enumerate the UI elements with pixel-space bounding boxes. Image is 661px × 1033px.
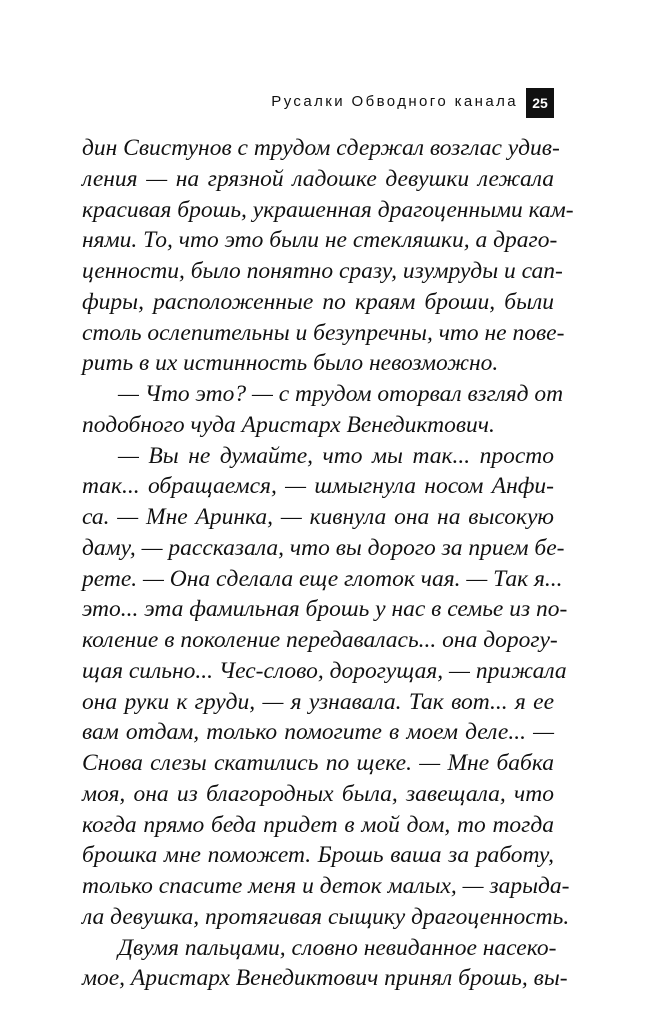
text-line: фиры, расположенные по краям броши, были — [82, 288, 554, 315]
running-title: Русалки Обводного канала — [271, 93, 518, 110]
text-line: она руки к груди, — я узнавала. Так вот... я ее — [82, 688, 554, 715]
text-line: Снова слезы скатились по щеке. — Мне бабка — [82, 750, 554, 776]
text-line: са. — Мне Аринка, — кивнула она на высокую — [82, 504, 554, 530]
text-line: это... эта фамильная брошь у нас в семье из по- — [82, 596, 568, 623]
text-line: столь ослепительны и безупречны, что не пове- — [82, 319, 565, 346]
text-line: — Что это? — с трудом оторвал взгляд от — [118, 381, 564, 407]
text-line: даму, — рассказала, что вы дорого за прием бе- — [82, 534, 565, 561]
text-line: красивая брошь, украшенная драгоценными кам- — [82, 196, 574, 223]
text-line: — Вы не думайте, что мы так... просто — [118, 442, 554, 469]
text-line: Двумя пальцами, словно невиданное насеко- — [118, 934, 557, 961]
text-line: нями. То, что это были не стекляшки, а драго- — [82, 227, 558, 254]
text-line: только спасите меня и деток малых, — зарыда- — [82, 873, 570, 899]
text-line: подобного чуда Аристарх Венедиктович. — [82, 411, 495, 438]
text-line: рить в их истинность было невозможно. — [82, 350, 499, 377]
text-line: так... обращаемся, — шмыгнула носом Анфи- — [82, 473, 554, 500]
text-line: ценности, было понятно сразу, изумруды и сап- — [82, 258, 563, 284]
text-line: вам отдам, только помогите в моем деле... — — [82, 719, 554, 746]
page-number: 25 — [526, 88, 554, 118]
text-line: моя, она из благородных была, завещала, что — [82, 780, 554, 807]
text-line: щая сильно... Чес-слово, дорогущая, — прижала — [82, 657, 567, 684]
text-line: ла девушка, протягивая сыщику драгоценность. — [82, 903, 570, 930]
text-line: мое, Аристарх Венедиктович принял брошь, вы- — [82, 965, 568, 992]
text-line: брошка мне поможет. Брошь ваша за работу, — [82, 842, 554, 869]
text-line: рете. — Она сделала еще глоток чая. — Так я... — [82, 565, 563, 592]
text-line: дин Свистунов с трудом сдержал возглас удив- — [82, 135, 560, 161]
text-line: когда прямо беда придет в мой дом, то тогда — [82, 811, 554, 838]
body-text — [82, 133, 574, 994]
text-line: коление в поколение передавалась... она дорогу- — [82, 627, 558, 653]
text-line: ления — на грязной ладошке девушки лежала — [82, 165, 554, 192]
